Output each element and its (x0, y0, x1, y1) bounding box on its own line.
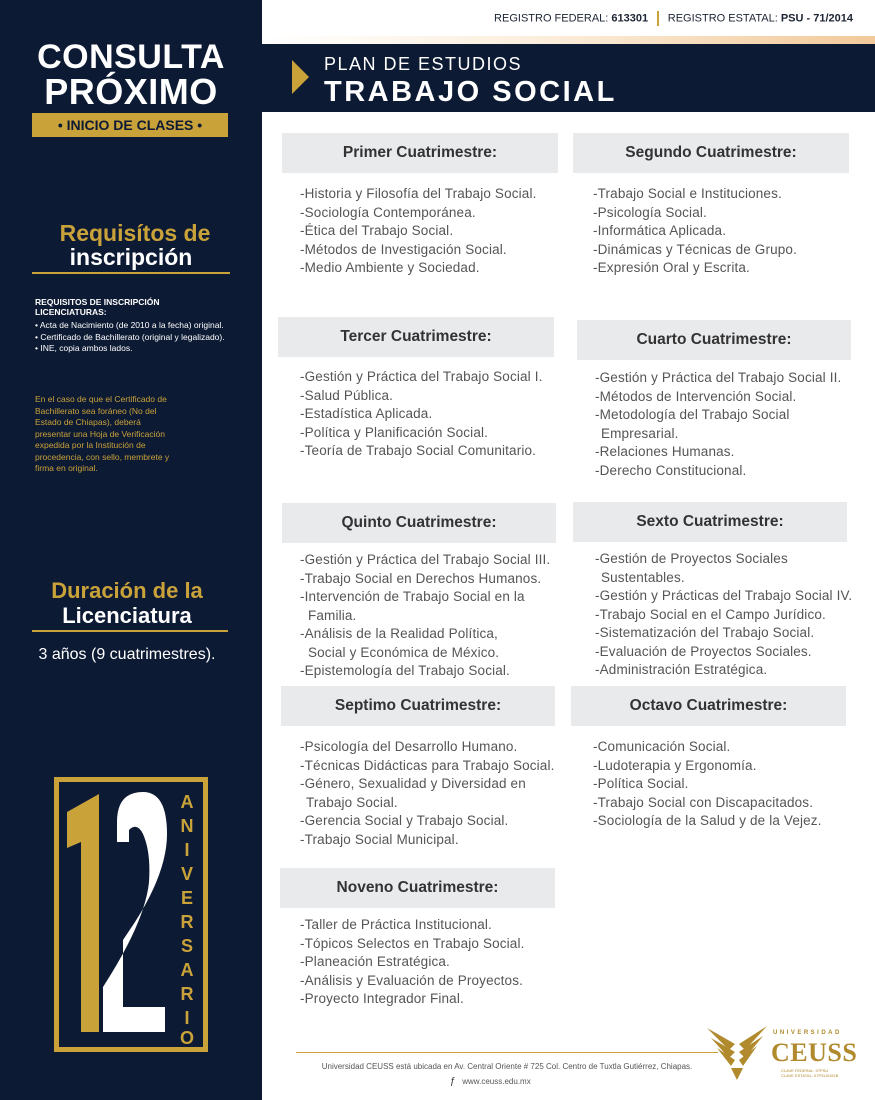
course-item: -Comunicación Social. (593, 739, 731, 754)
course-item: -Trabajo Social en el Campo Jurídico. (595, 606, 826, 622)
proximo-heading: PRÓXIMO (44, 71, 218, 112)
course-item: -Planeación Estratégica. (300, 954, 450, 969)
aniversario-12-graphic (59, 782, 203, 1047)
duracion-divider (32, 630, 228, 632)
registro-federal-label: REGISTRO FEDERAL: (494, 12, 609, 25)
semester-header: Primer Cuatrimestre: (282, 133, 558, 173)
semester-header: Cuarto Cuatrimestre: (577, 320, 851, 360)
banner-title: TRABAJO SOCIAL (324, 76, 617, 108)
semester-header: Septimo Cuatrimestre: (281, 686, 555, 726)
course-item: -Política y Planificación Social. (300, 424, 489, 440)
semester-course-list (300, 185, 537, 278)
course-item: -Trabajo Social e Instituciones. (593, 186, 782, 201)
play-arrow-icon (292, 60, 309, 94)
course-item: -Derecho Constitucional. (595, 462, 747, 478)
consulta-heading: CONSULTA (37, 38, 225, 76)
footer-address: Universidad CEUSS está ubicada en Av. Central Oriente # 725 Col. Centro de Tuxtla Gutiérrez, Chiapas. (321, 1062, 693, 1071)
course-item: -Sociología de la Salud y de la Vejez. (593, 813, 822, 828)
course-item: -Política Social. (593, 776, 689, 791)
course-item: -Trabajo Social Municipal. (300, 831, 459, 847)
footer-divider (296, 1052, 718, 1053)
logo-universidad: UNIVERSIDAD (773, 1030, 842, 1036)
registro-bar (262, 0, 875, 36)
course-item: -Gestión de Proyectos Sociales (595, 551, 788, 566)
course-item: -Expresión Oral y Escrita. (593, 260, 750, 275)
course-item: -Gestión y Práctica del Trabajo Social II. (595, 370, 842, 385)
course-item: -Relaciones Humanas. (595, 444, 735, 459)
course-item: -Género, Sexualidad y Diversidad en (300, 776, 526, 791)
semester-course-list (593, 185, 797, 278)
svg-text:O: O (179, 1028, 195, 1047)
requisitos-list (35, 320, 225, 355)
course-item: -Proyecto Integrador Final. (300, 991, 464, 1006)
course-item: -Ludoterapia y Ergonomía. (593, 757, 757, 773)
plan-banner (262, 44, 875, 112)
course-item: -Análisis y Evaluación de Proyectos. (300, 972, 524, 988)
semester-course-list (300, 368, 543, 461)
semester-course-list (300, 551, 550, 681)
course-item: -Trabajo Social con Discapacitados. (593, 794, 814, 810)
requisitos-divider (32, 272, 230, 274)
aniversario-logo (54, 777, 208, 1052)
course-item: -Informática Aplicada. (593, 223, 727, 238)
course-item: -Análisis de la Realidad Política, (300, 626, 498, 641)
svg-text:R: R (180, 984, 194, 1004)
requisito-item: • Certificado de Bachillerato (original y legalizado). (35, 331, 225, 342)
semester-course-list (595, 369, 841, 480)
semester-header: Noveno Cuatrimestre: (280, 868, 555, 908)
course-item: Sustentables. (601, 569, 685, 585)
course-item: -Métodos de Investigación Social. (300, 241, 507, 257)
semester-header: Segundo Cuatrimestre: (573, 133, 849, 173)
semester-header: Quinto Cuatrimestre: (282, 503, 556, 543)
logo-clave-federal: CLAVE FEDERAL: 07PSU (781, 1068, 829, 1073)
svg-text:I: I (184, 840, 190, 860)
svg-text:V: V (180, 864, 194, 884)
semester-course-list (300, 738, 555, 849)
registro-gradient-bar (262, 36, 875, 44)
logo-ceuss: CEUSS (771, 1038, 858, 1067)
course-item: -Gestión y Prácticas del Trabajo Social IV. (595, 588, 853, 603)
semester-course-list (593, 738, 822, 831)
course-item: -Historia y Filosofía del Trabajo Social. (300, 186, 537, 201)
course-item: Social y Económica de México. (308, 644, 500, 660)
course-item: -Ética del Trabajo Social. (300, 223, 454, 238)
requisitos-note: En el caso de que el Certificado de Bachillerato sea foráneo (No del Estado de Chiapas), deberá presentar una Hoja de Verificación expedida por la Institución de procedencia, con sello, membrete y firma en original. (35, 394, 170, 473)
course-item: -Gestión y Práctica del Trabajo Social III. (300, 552, 551, 567)
requisitos-title: Requisítos de (59, 220, 211, 246)
course-item: -Salud Pública. (300, 387, 394, 403)
course-item: -Sistematización del Trabajo Social. (595, 625, 815, 640)
semester-course-list (595, 550, 852, 680)
semester-course-list (300, 916, 525, 1009)
course-item: -Gestión y Práctica del Trabajo Social I. (300, 369, 543, 384)
facebook-icon: ƒ (450, 1076, 456, 1087)
course-item: -Psicología del Desarrollo Humano. (300, 739, 518, 754)
requisito-item: • Acta de Nacimiento (de 2010 a la fecha) original. (35, 320, 224, 330)
licenciatura-title: Licenciatura (62, 603, 192, 628)
course-item: -Métodos de Intervención Social. (595, 388, 797, 404)
website-link[interactable]: www.ceuss.edu.mx (462, 1077, 531, 1086)
ceuss-eagle-icon (705, 1022, 769, 1082)
course-item: -Medio Ambiente y Sociedad. (300, 260, 480, 275)
course-item: -Intervención de Trabajo Social en la (300, 589, 525, 604)
svg-text:N: N (180, 816, 194, 836)
svg-text:I: I (184, 1008, 190, 1028)
semester-header: Octavo Cuatrimestre: (571, 686, 846, 726)
footer-website[interactable] (450, 1076, 531, 1087)
course-item: -Psicología Social. (593, 204, 707, 220)
svg-text:A: A (180, 792, 194, 812)
svg-text:E: E (180, 888, 194, 908)
registro-separator (657, 11, 659, 26)
course-item: -Dinámicas y Técnicas de Grupo. (593, 241, 797, 257)
registro-estatal-value: PSU - 71/2014 (780, 12, 853, 25)
course-item: -Sociología Contemporánea. (300, 204, 476, 220)
course-item: -Evaluación de Proyectos Sociales. (595, 643, 812, 659)
course-item: -Metodología del Trabajo Social (595, 407, 790, 422)
course-item: -Administración Estratégica. (595, 662, 768, 677)
course-item: Empresarial. (601, 425, 679, 441)
course-item: -Técnicas Didácticas para Trabajo Social. (300, 757, 555, 773)
registro-federal-value: 613301 (611, 12, 649, 25)
course-item: -Estadística Aplicada. (300, 406, 433, 421)
logo-clave-estatal: CLAVE ESTATAL: 07PSU0151B (781, 1073, 839, 1078)
registro-text (494, 11, 853, 26)
svg-text:S: S (180, 936, 194, 956)
course-item: -Epistemología del Trabajo Social. (300, 663, 510, 678)
course-item: Trabajo Social. (306, 794, 398, 810)
duracion-title: Duración de la (51, 578, 203, 603)
semester-header: Tercer Cuatrimestre: (278, 317, 554, 357)
course-item: -Trabajo Social en Derechos Humanos. (300, 570, 542, 586)
ceuss-logo (705, 1020, 865, 1086)
course-item: Familia. (308, 607, 357, 623)
inscripcion-title: inscripción (69, 244, 193, 270)
inicio-clases-badge: • INICIO DE CLASES • (32, 113, 228, 137)
course-item: -Taller de Práctica Institucional. (300, 917, 492, 932)
sidebar (0, 0, 262, 1100)
registro-estatal-label: REGISTRO ESTATAL: (667, 12, 778, 25)
svg-text:A: A (180, 960, 194, 980)
requisitos-heading: REQUISITOS DE INSCRIPCIÓN LICENCIATURAS: (35, 297, 160, 317)
duracion-text: 3 años (9 cuatrimestres). (38, 646, 216, 663)
svg-text:R: R (180, 912, 194, 932)
banner-subtitle: PLAN DE ESTUDIOS (324, 54, 523, 74)
course-item: -Gerencia Social y Trabajo Social. (300, 813, 509, 828)
semester-header: Sexto Cuatrimestre: (573, 502, 847, 542)
course-item: -Tópicos Selectos en Trabajo Social. (300, 935, 525, 951)
requisito-item: • INE, copia ambos lados. (35, 343, 133, 353)
course-item: -Teoría de Trabajo Social Comunitario. (300, 443, 537, 458)
